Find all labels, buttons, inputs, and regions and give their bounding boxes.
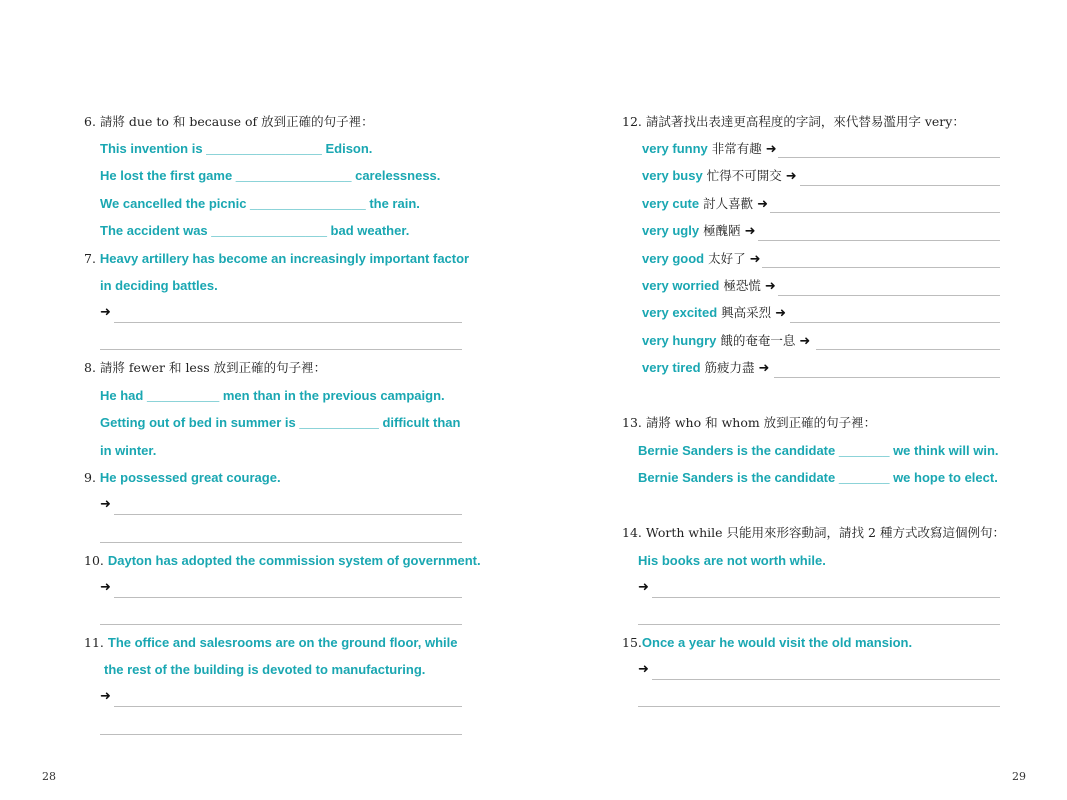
q12-item-very-excited: very excited 興高采烈 ➜ (642, 305, 787, 321)
q12-answer-line-8[interactable] (816, 349, 1000, 350)
q10-text: 10. Dayton has adopted the commission system of government. (84, 553, 481, 568)
arrow-icon: ➜ (764, 279, 776, 294)
q12-answer-line-1[interactable] (778, 157, 1000, 158)
q13-item-2: Bernie Sanders is the candidate _______ we hope to elect. (638, 470, 998, 485)
q6-item-2: He lost the first game ________________ carelessness. (100, 168, 441, 183)
q12-item-very-busy: very busy 忙得不可開交 ➜ (642, 168, 797, 184)
q12-answer-line-5[interactable] (762, 267, 1000, 268)
q12-item-very-worried: very worried 極恐慌 ➜ (642, 278, 776, 294)
q11-answer-line-2[interactable] (100, 734, 462, 735)
q12-answer-line-2[interactable] (800, 185, 1000, 186)
q12-item-very-good: very good 太好了 ➜ (642, 251, 761, 267)
q10-arrow-icon: ➜ (100, 580, 111, 595)
arrow-icon: ➜ (775, 306, 787, 321)
q11-line-1: 11. The office and salesrooms are on the ground floor, while (84, 635, 458, 650)
page-number-right: 29 (1012, 770, 1026, 783)
arrow-icon: ➜ (758, 361, 770, 376)
q8-item-1: He had __________ men than in the previous campaign. (100, 388, 445, 403)
q13-item-1: Bernie Sanders is the candidate _______ we think will win. (638, 443, 999, 458)
q12-answer-line-7[interactable] (790, 322, 1000, 323)
page-number-left: 28 (42, 770, 56, 783)
arrow-icon: ➜ (749, 252, 761, 267)
q9-answer-line-2[interactable] (100, 542, 462, 543)
q8-instruction: 8. 請將 fewer 和 less 放到正確的句子裡： (84, 360, 327, 375)
arrow-icon: ➜ (765, 142, 777, 157)
q8-item-2a: Getting out of bed in summer is ___________ difficult than (100, 415, 461, 430)
q11-line-2: the rest of the building is devoted to manufacturing. (104, 662, 426, 677)
q15-answer-line-2[interactable] (638, 706, 1000, 707)
q7-line-1: 7. Heavy artillery has become an increasingly important factor (84, 251, 470, 266)
q11-answer-line-1[interactable] (114, 706, 462, 707)
q10-answer-line-1[interactable] (114, 597, 462, 598)
q9-arrow-icon: ➜ (100, 497, 111, 512)
q9-answer-line-1[interactable] (114, 514, 462, 515)
q12-answer-line-3[interactable] (770, 212, 1000, 213)
q8-item-2b: in winter. (100, 443, 157, 458)
q12-item-very-funny: very funny 非常有趣 ➜ (642, 141, 777, 157)
q9-text: 9. He possessed great courage. (84, 470, 281, 485)
left-page (0, 0, 533, 800)
q7-answer-line-1[interactable] (114, 322, 462, 323)
right-page (533, 0, 1067, 800)
q11-arrow-icon: ➜ (100, 689, 111, 704)
q12-item-very-ugly: very ugly 極醜陋 ➜ (642, 223, 756, 239)
q15-text: 15.Once a year he would visit the old mansion. (622, 635, 913, 650)
arrow-icon: ➜ (744, 224, 756, 239)
q12-item-very-cute: very cute 討人喜歡 ➜ (642, 196, 768, 212)
q12-item-very-hungry: very hungry 餓的奄奄一息 ➜ (642, 333, 811, 349)
q12-answer-line-4[interactable] (758, 240, 1000, 241)
q12-answer-line-9[interactable] (774, 377, 1000, 378)
q15-arrow-icon: ➜ (638, 662, 649, 677)
q7-answer-line-2[interactable] (100, 349, 462, 350)
q6-item-4: The accident was ________________ bad weather. (100, 223, 410, 238)
q10-answer-line-2[interactable] (100, 624, 462, 625)
q6-item-1: This invention is ________________ Edison. (100, 141, 373, 156)
q14-instruction: 14. Worth while 只能用來形容動詞，請找 2 種方式改寫這個例句： (622, 525, 1005, 540)
q14-arrow-icon: ➜ (638, 580, 649, 595)
q12-item-very-tired: very tired 筋疲力盡 ➜ (642, 360, 770, 376)
q7-arrow-icon: ➜ (100, 305, 111, 320)
q13-instruction: 13. 請將 who 和 whom 放到正確的句子裡： (622, 415, 877, 430)
q6-item-3: We cancelled the picnic ________________ the rain. (100, 196, 420, 211)
q14-answer-line-2[interactable] (638, 624, 1000, 625)
arrow-icon: ➜ (785, 169, 797, 184)
arrow-icon: ➜ (757, 197, 768, 212)
q7-line-2: in deciding battles. (100, 278, 218, 293)
q14-answer-line-1[interactable] (652, 597, 1000, 598)
q12-instruction: 12. 請試著找出表達更高程度的字詞，來代替易濫用字 very： (622, 114, 965, 129)
q12-answer-line-6[interactable] (778, 295, 1000, 296)
arrow-icon: ➜ (799, 334, 811, 349)
q15-answer-line-1[interactable] (652, 679, 1000, 680)
q14-text: His books are not worth while. (638, 553, 826, 568)
q6-instruction: 6. 請將 due to 和 because of 放到正確的句子裡： (84, 114, 374, 129)
